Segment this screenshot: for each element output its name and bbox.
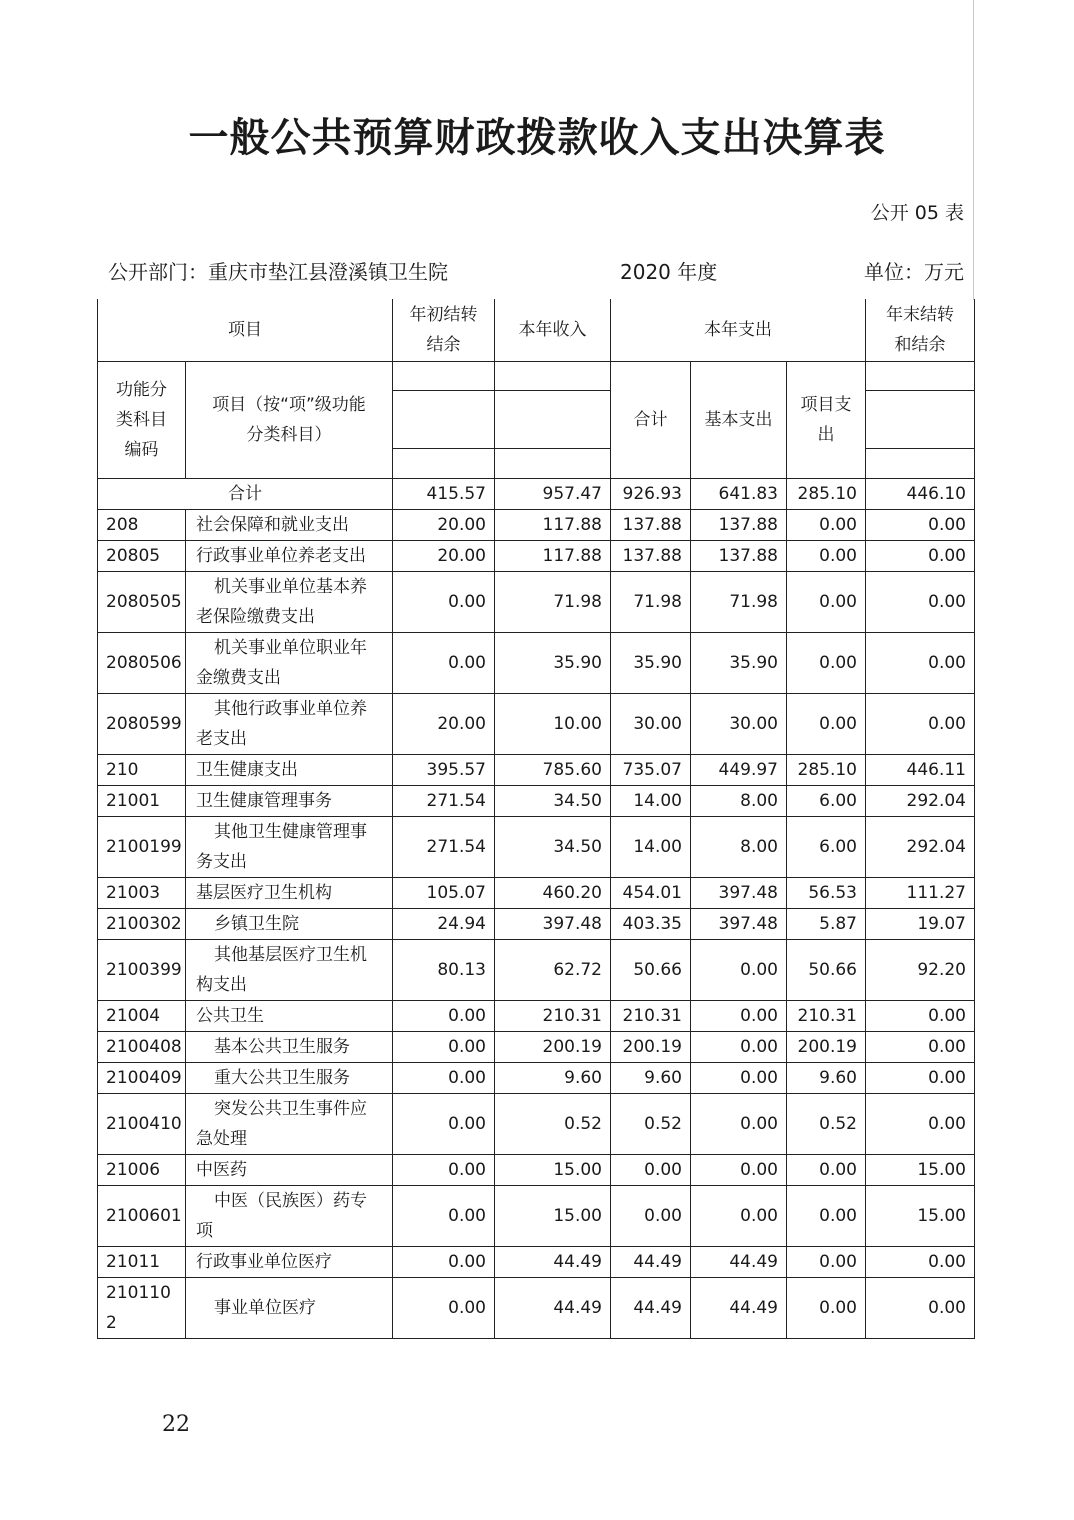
row-total: 454.01 — [611, 877, 691, 908]
row-basic: 8.00 — [691, 785, 787, 816]
empty-cell — [866, 361, 975, 390]
row-code-line1: 2100601 — [106, 1205, 182, 1226]
row-opening: 80.13 — [393, 939, 495, 1000]
row-income: 44.49 — [495, 1246, 611, 1277]
row-income: 62.72 — [495, 939, 611, 1000]
row-project: 0.00 — [787, 1154, 866, 1185]
row-name — [186, 632, 393, 693]
row-project: 210.31 — [787, 1000, 866, 1031]
row-opening: 20.00 — [393, 509, 495, 540]
row-income: 10.00 — [495, 693, 611, 754]
row-name-line2: 老保险缴费支出 — [196, 606, 315, 627]
header-name — [186, 361, 393, 478]
row-code-line1: 210 — [106, 759, 139, 780]
row-name — [186, 877, 393, 908]
table-row — [98, 1031, 975, 1062]
header-closing-balance — [866, 299, 975, 361]
row-code-line1: 21003 — [106, 882, 161, 903]
row-closing: 0.00 — [866, 693, 975, 754]
header-opening-line2: 结余 — [426, 334, 461, 355]
row-opening: 0.00 — [393, 571, 495, 632]
row-closing: 111.27 — [866, 877, 975, 908]
header-opening-balance — [393, 299, 495, 361]
table-row — [98, 509, 975, 540]
row-project: 5.87 — [787, 908, 866, 939]
header-project-line2: 出 — [817, 424, 835, 445]
table-row — [98, 754, 975, 785]
header-code — [98, 361, 186, 478]
row-income: 0.52 — [495, 1093, 611, 1154]
row-name — [186, 785, 393, 816]
row-name-line2: 务支出 — [196, 851, 247, 872]
row-project: 0.00 — [787, 1185, 866, 1246]
row-basic: 0.00 — [691, 1154, 787, 1185]
row-name — [186, 1185, 393, 1246]
row-income: 35.90 — [495, 632, 611, 693]
row-project: 56.53 — [787, 877, 866, 908]
row-total: 403.35 — [611, 908, 691, 939]
header-opening-line1: 年初结转 — [409, 304, 478, 325]
row-name-line1: 其他卫生健康管理事 — [214, 821, 367, 842]
row-name-line2: 老支出 — [196, 728, 247, 749]
row-closing: 19.07 — [866, 908, 975, 939]
row-opening: 0.00 — [393, 632, 495, 693]
row-basic: 0.00 — [691, 939, 787, 1000]
header-income: 本年收入 — [495, 299, 611, 361]
header-project-line1: 项目支 — [800, 394, 852, 415]
total-label: 合计 — [98, 478, 393, 509]
row-total: 44.49 — [611, 1277, 691, 1338]
row-basic: 30.00 — [691, 693, 787, 754]
row-code — [98, 1185, 186, 1246]
row-income: 200.19 — [495, 1031, 611, 1062]
row-income: 15.00 — [495, 1185, 611, 1246]
row-opening: 271.54 — [393, 785, 495, 816]
table-row — [98, 693, 975, 754]
row-opening: 0.00 — [393, 1185, 495, 1246]
row-income: 117.88 — [495, 509, 611, 540]
table-row — [98, 571, 975, 632]
row-name — [186, 1246, 393, 1277]
row-code — [98, 754, 186, 785]
row-total: 200.19 — [611, 1031, 691, 1062]
row-code — [98, 939, 186, 1000]
row-opening: 0.00 — [393, 1154, 495, 1185]
row-code-line1: 2100408 — [106, 1036, 182, 1057]
row-name-line1: 重大公共卫生服务 — [214, 1067, 350, 1088]
row-name-line1: 行政事业单位养老支出 — [196, 545, 366, 566]
row-name — [186, 816, 393, 877]
row-project: 0.00 — [787, 540, 866, 571]
row-basic: 35.90 — [691, 632, 787, 693]
row-code — [98, 571, 186, 632]
row-closing: 15.00 — [866, 1185, 975, 1246]
row-total: 210.31 — [611, 1000, 691, 1031]
row-income: 34.50 — [495, 785, 611, 816]
row-basic: 44.49 — [691, 1277, 787, 1338]
row-code — [98, 632, 186, 693]
row-project: 0.00 — [787, 1277, 866, 1338]
row-project: 0.52 — [787, 1093, 866, 1154]
row-total: 35.90 — [611, 632, 691, 693]
row-code — [98, 1000, 186, 1031]
row-closing: 0.00 — [866, 1093, 975, 1154]
header-closing-line1: 年末结转 — [886, 304, 954, 325]
empty-cell — [495, 390, 611, 448]
row-income: 9.60 — [495, 1062, 611, 1093]
row-basic: 137.88 — [691, 509, 787, 540]
row-basic: 137.88 — [691, 540, 787, 571]
header-row — [98, 299, 975, 361]
row-name-line2: 急处理 — [196, 1128, 247, 1149]
row-total: 14.00 — [611, 816, 691, 877]
row-name — [186, 1062, 393, 1093]
row-basic: 397.48 — [691, 877, 787, 908]
row-opening: 20.00 — [393, 540, 495, 571]
row-closing: 292.04 — [866, 785, 975, 816]
total-basic: 641.83 — [691, 478, 787, 509]
row-name — [186, 571, 393, 632]
row-basic: 71.98 — [691, 571, 787, 632]
row-opening: 0.00 — [393, 1000, 495, 1031]
row-opening: 0.00 — [393, 1062, 495, 1093]
row-name-line1: 机关事业单位基本养 — [214, 576, 367, 597]
row-project: 9.60 — [787, 1062, 866, 1093]
row-total: 44.49 — [611, 1246, 691, 1277]
row-total: 137.88 — [611, 509, 691, 540]
row-code — [98, 509, 186, 540]
header-code-line3: 编码 — [124, 439, 159, 460]
row-total: 30.00 — [611, 693, 691, 754]
row-code — [98, 1277, 186, 1338]
row-income: 117.88 — [495, 540, 611, 571]
row-project: 200.19 — [787, 1031, 866, 1062]
row-code-line1: 2080506 — [106, 652, 182, 673]
row-name — [186, 939, 393, 1000]
row-name-line1: 其他行政事业单位养 — [214, 698, 367, 719]
row-income: 15.00 — [495, 1154, 611, 1185]
row-opening: 395.57 — [393, 754, 495, 785]
row-project: 0.00 — [787, 571, 866, 632]
total-opening: 415.57 — [393, 478, 495, 509]
row-closing: 0.00 — [866, 1246, 975, 1277]
row-name-line1: 基本公共卫生服务 — [214, 1036, 350, 1057]
row-code-line1: 2100399 — [106, 959, 182, 980]
empty-cell — [866, 448, 975, 478]
row-total: 137.88 — [611, 540, 691, 571]
row-closing: 15.00 — [866, 1154, 975, 1185]
row-code-line2: 2 — [106, 1312, 117, 1333]
row-name-line1: 卫生健康支出 — [196, 759, 298, 780]
row-opening: 105.07 — [393, 877, 495, 908]
table-row — [98, 1154, 975, 1185]
row-income: 44.49 — [495, 1277, 611, 1338]
row-code — [98, 540, 186, 571]
header-name-line1: 项目（按“项”级功能 — [212, 394, 366, 415]
row-code — [98, 1031, 186, 1062]
row-name-line1: 基层医疗卫生机构 — [196, 882, 332, 903]
header-code-line2: 类科目 — [116, 409, 167, 430]
row-income: 785.60 — [495, 754, 611, 785]
row-total: 9.60 — [611, 1062, 691, 1093]
row-project: 6.00 — [787, 816, 866, 877]
table-row — [98, 1062, 975, 1093]
row-code — [98, 693, 186, 754]
row-name — [186, 1277, 393, 1338]
empty-cell — [393, 390, 495, 448]
row-code-line1: 2080599 — [106, 713, 182, 734]
row-name-line1: 其他基层医疗卫生机 — [214, 944, 367, 965]
row-closing: 292.04 — [866, 816, 975, 877]
row-name — [186, 693, 393, 754]
row-code-line1: 2100409 — [106, 1067, 182, 1088]
row-basic: 0.00 — [691, 1093, 787, 1154]
row-code — [98, 1246, 186, 1277]
row-name — [186, 1031, 393, 1062]
row-code — [98, 1154, 186, 1185]
row-name-line1: 机关事业单位职业年 — [214, 637, 367, 658]
total-expenditure: 926.93 — [611, 478, 691, 509]
page-title: 一般公共预算财政拨款收入支出决算表 — [188, 114, 886, 161]
row-opening: 271.54 — [393, 816, 495, 877]
row-closing: 0.00 — [866, 1277, 975, 1338]
row-code-line1: 21004 — [106, 1005, 161, 1026]
row-basic: 0.00 — [691, 1000, 787, 1031]
row-closing: 0.00 — [866, 1062, 975, 1093]
row-total: 50.66 — [611, 939, 691, 1000]
header-total: 合计 — [611, 361, 691, 478]
row-name-line1: 中医药 — [196, 1159, 247, 1180]
row-code-line1: 2080505 — [106, 591, 182, 612]
row-name-line2: 金缴费支出 — [196, 667, 281, 688]
row-total: 71.98 — [611, 571, 691, 632]
row-code-line1: 21001 — [106, 790, 161, 811]
row-project: 0.00 — [787, 1246, 866, 1277]
row-closing: 0.00 — [866, 540, 975, 571]
header-name-line2: 分类科目） — [246, 424, 332, 445]
header-subrow — [98, 361, 975, 390]
row-code — [98, 1093, 186, 1154]
header-project — [787, 361, 866, 478]
row-code-line1: 2100410 — [106, 1113, 182, 1134]
row-basic: 0.00 — [691, 1185, 787, 1246]
header-expenditure: 本年支出 — [611, 299, 866, 361]
header-code-line1: 功能分 — [116, 379, 167, 400]
row-income: 71.98 — [495, 571, 611, 632]
row-opening: 24.94 — [393, 908, 495, 939]
row-opening: 0.00 — [393, 1246, 495, 1277]
row-code — [98, 816, 186, 877]
row-basic: 8.00 — [691, 816, 787, 877]
row-name-line1: 乡镇卫生院 — [214, 913, 299, 934]
row-opening: 0.00 — [393, 1277, 495, 1338]
header-basic: 基本支出 — [691, 361, 787, 478]
budget-table — [97, 299, 975, 1339]
row-closing: 0.00 — [866, 632, 975, 693]
row-opening: 20.00 — [393, 693, 495, 754]
table-row — [98, 1000, 975, 1031]
row-name — [186, 1093, 393, 1154]
row-income: 397.48 — [495, 908, 611, 939]
row-name — [186, 1000, 393, 1031]
row-name — [186, 908, 393, 939]
row-income: 210.31 — [495, 1000, 611, 1031]
total-closing: 446.10 — [866, 478, 975, 509]
table-row — [98, 1093, 975, 1154]
row-code-line1: 21011 — [106, 1251, 161, 1272]
table-row — [98, 1246, 975, 1277]
total-row — [98, 478, 975, 509]
table-number: 公开 05 表 — [870, 202, 964, 224]
row-opening: 0.00 — [393, 1031, 495, 1062]
table-row — [98, 877, 975, 908]
table-row — [98, 908, 975, 939]
fiscal-year: 2020 年度 — [620, 260, 718, 284]
header-closing-line2: 和结余 — [894, 334, 946, 355]
row-basic: 397.48 — [691, 908, 787, 939]
row-project: 0.00 — [787, 632, 866, 693]
row-code — [98, 1062, 186, 1093]
page-number: 22 — [162, 1412, 190, 1437]
table-row — [98, 816, 975, 877]
row-code — [98, 908, 186, 939]
row-name-line1: 卫生健康管理事务 — [196, 790, 332, 811]
table-row — [98, 939, 975, 1000]
empty-cell — [393, 448, 495, 478]
table-row — [98, 1277, 975, 1338]
row-income: 460.20 — [495, 877, 611, 908]
row-code-line1: 210110 — [106, 1282, 171, 1303]
row-code — [98, 877, 186, 908]
empty-cell — [393, 361, 495, 390]
unit-label: 单位：万元 — [864, 260, 964, 284]
row-closing: 0.00 — [866, 509, 975, 540]
total-income: 957.47 — [495, 478, 611, 509]
header-item: 项目 — [98, 299, 393, 361]
row-name-line1: 突发公共卫生事件应 — [214, 1098, 367, 1119]
total-project: 285.10 — [787, 478, 866, 509]
table-row — [98, 632, 975, 693]
row-project: 0.00 — [787, 693, 866, 754]
row-code-line1: 20805 — [106, 545, 161, 566]
row-code-line1: 21006 — [106, 1159, 161, 1180]
row-project: 6.00 — [787, 785, 866, 816]
row-name-line1: 社会保障和就业支出 — [196, 514, 349, 535]
row-name-line1: 事业单位医疗 — [214, 1297, 316, 1318]
row-name — [186, 509, 393, 540]
row-name-line1: 公共卫生 — [196, 1005, 264, 1026]
row-total: 735.07 — [611, 754, 691, 785]
row-total: 0.00 — [611, 1185, 691, 1246]
row-name-line2: 构支出 — [196, 974, 247, 995]
row-name-line1: 中医（民族医）药专 — [214, 1190, 367, 1211]
row-closing: 92.20 — [866, 939, 975, 1000]
row-basic: 0.00 — [691, 1031, 787, 1062]
row-code-line1: 2100302 — [106, 913, 182, 934]
row-project: 285.10 — [787, 754, 866, 785]
row-closing: 0.00 — [866, 571, 975, 632]
row-total: 14.00 — [611, 785, 691, 816]
row-project: 0.00 — [787, 509, 866, 540]
row-basic: 0.00 — [691, 1062, 787, 1093]
row-name — [186, 540, 393, 571]
row-total: 0.00 — [611, 1154, 691, 1185]
department-label: 公开部门：重庆市垫江县澄溪镇卫生院 — [108, 260, 448, 284]
table-row — [98, 1185, 975, 1246]
row-name — [186, 1154, 393, 1185]
row-name-line1: 行政事业单位医疗 — [196, 1251, 332, 1272]
table-row — [98, 540, 975, 571]
row-name-line2: 项 — [196, 1220, 213, 1241]
row-opening: 0.00 — [393, 1093, 495, 1154]
row-name — [186, 754, 393, 785]
empty-cell — [866, 390, 975, 448]
row-closing: 0.00 — [866, 1031, 975, 1062]
empty-cell — [495, 361, 611, 390]
empty-cell — [495, 448, 611, 478]
row-code-line1: 2100199 — [106, 836, 182, 857]
row-closing: 446.11 — [866, 754, 975, 785]
row-closing: 0.00 — [866, 1000, 975, 1031]
row-income: 34.50 — [495, 816, 611, 877]
row-project: 50.66 — [787, 939, 866, 1000]
row-total: 0.52 — [611, 1093, 691, 1154]
table-row — [98, 785, 975, 816]
row-code — [98, 785, 186, 816]
row-code-line1: 208 — [106, 514, 139, 535]
row-basic: 44.49 — [691, 1246, 787, 1277]
row-basic: 449.97 — [691, 754, 787, 785]
